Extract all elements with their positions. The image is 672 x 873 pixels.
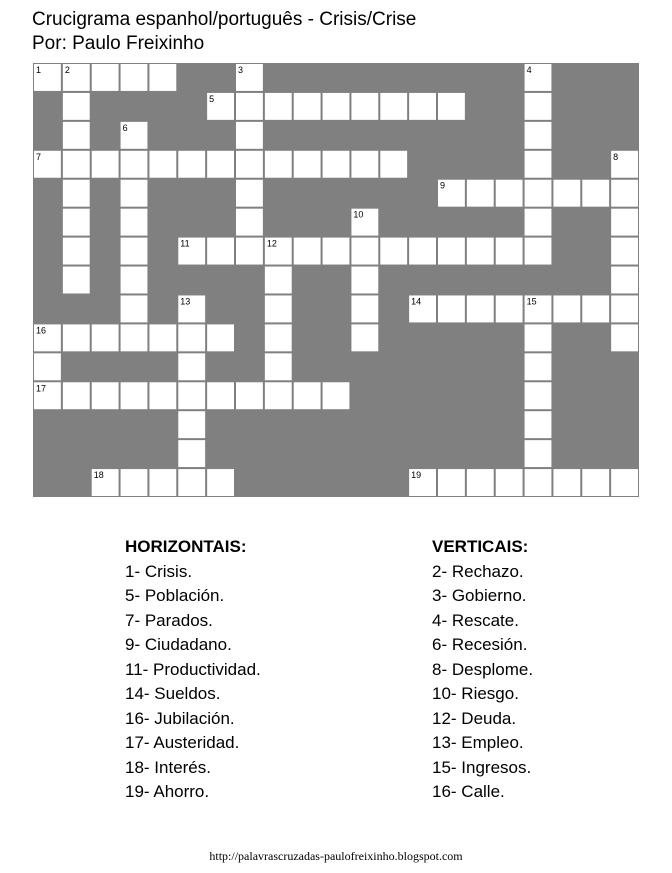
- grid-cell[interactable]: [611, 179, 639, 207]
- grid-cell[interactable]: [524, 411, 552, 439]
- grid-cell[interactable]: [322, 237, 350, 265]
- grid-cell[interactable]: [236, 237, 264, 265]
- grid-cell[interactable]: [264, 92, 292, 120]
- grid-cell[interactable]: [524, 208, 552, 236]
- grid-cell[interactable]: [524, 382, 552, 410]
- grid-cell[interactable]: [236, 382, 264, 410]
- vertical-clue: 13- Empleo.: [432, 733, 524, 752]
- horizontal-clue: 1- Crisis.: [125, 561, 193, 581]
- grid-cell[interactable]: [438, 237, 466, 265]
- clue-number: 15: [526, 296, 537, 307]
- grid-cell[interactable]: [351, 266, 379, 294]
- clue-number: 8: [613, 151, 619, 162]
- clue-number: 7: [36, 151, 42, 162]
- grid-cell[interactable]: [264, 150, 292, 178]
- grid-cell[interactable]: [207, 382, 235, 410]
- grid-cell[interactable]: [149, 150, 177, 178]
- horizontal-clue: 18- Interés.: [125, 757, 211, 777]
- horizontal-clues: [125, 535, 261, 805]
- grid-cell[interactable]: [466, 295, 494, 323]
- grid-cell[interactable]: [495, 179, 523, 207]
- grid-cell[interactable]: [582, 469, 610, 497]
- clue-number: 18: [93, 470, 104, 481]
- grid-cell[interactable]: [582, 179, 610, 207]
- grid-cell[interactable]: [495, 237, 523, 265]
- grid-cell[interactable]: [466, 469, 494, 497]
- grid-cell[interactable]: [409, 92, 437, 120]
- grid-cell[interactable]: [495, 469, 523, 497]
- grid-cell[interactable]: [611, 266, 639, 294]
- horizontal-clue: 5- Población.: [125, 586, 225, 605]
- vertical-clues-title: VERTICAIS:: [432, 537, 529, 556]
- grid-cell[interactable]: [120, 295, 148, 323]
- grid-cell[interactable]: [466, 237, 494, 265]
- grid-cell[interactable]: [553, 179, 581, 207]
- grid-cell[interactable]: [524, 92, 552, 120]
- grid-cell[interactable]: [524, 150, 552, 178]
- grid-cell[interactable]: [149, 324, 177, 352]
- grid-cell[interactable]: [236, 121, 264, 149]
- grid-cell[interactable]: [524, 237, 552, 265]
- grid-cell[interactable]: [120, 324, 148, 352]
- clue-number: 13: [180, 296, 191, 307]
- grid-cell[interactable]: [178, 150, 206, 178]
- grid-cell[interactable]: [62, 150, 90, 178]
- clue-number: 16: [36, 325, 47, 336]
- grid-cell[interactable]: [91, 64, 119, 92]
- grid-cell[interactable]: [149, 64, 177, 92]
- grid-cell[interactable]: [62, 237, 90, 265]
- grid-cell[interactable]: [611, 469, 639, 497]
- grid-cell[interactable]: [178, 382, 206, 410]
- grid-cell[interactable]: [149, 469, 177, 497]
- grid-cell[interactable]: [207, 469, 235, 497]
- grid-cell[interactable]: [380, 92, 408, 120]
- grid-cell[interactable]: [207, 324, 235, 352]
- grid-cell[interactable]: [120, 266, 148, 294]
- clue-number: 4: [526, 65, 532, 75]
- vertical-clue: 8- Desplome.: [432, 659, 534, 679]
- grid-cell[interactable]: [293, 150, 321, 178]
- grid-cell[interactable]: [149, 382, 177, 410]
- vertical-clue: 3- Gobierno.: [432, 586, 527, 605]
- grid-cell[interactable]: [236, 150, 264, 178]
- grid-cell[interactable]: [178, 411, 206, 439]
- grid-cell[interactable]: [553, 469, 581, 497]
- horizontal-clues-title: HORIZONTAIS:: [125, 537, 247, 556]
- grid-cell[interactable]: [438, 295, 466, 323]
- horizontal-clue: 7- Parados.: [125, 610, 213, 630]
- clue-number: 19: [411, 470, 422, 481]
- grid-cell[interactable]: [351, 92, 379, 120]
- vertical-clue: 2- Rechazo.: [432, 561, 524, 581]
- grid-cell[interactable]: [62, 121, 90, 149]
- vertical-clue: 4- Rescate.: [432, 610, 519, 630]
- grid-cell[interactable]: [120, 208, 148, 236]
- grid-cell[interactable]: [380, 150, 408, 178]
- grid-cell[interactable]: [178, 324, 206, 352]
- horizontal-clue: 17- Austeridad.: [125, 733, 240, 752]
- horizontal-clue: 14- Sueldos.: [125, 684, 221, 703]
- grid-cell[interactable]: [438, 469, 466, 497]
- grid-cell[interactable]: [120, 179, 148, 207]
- grid-cell[interactable]: [293, 382, 321, 410]
- grid-cell[interactable]: [120, 64, 148, 92]
- grid-cell[interactable]: [264, 295, 292, 323]
- grid-cell[interactable]: [264, 382, 292, 410]
- grid-cell[interactable]: [611, 208, 639, 236]
- grid-cell[interactable]: [524, 324, 552, 352]
- grid-cell[interactable]: [62, 179, 90, 207]
- horizontal-clue: 9- Ciudadano.: [125, 635, 232, 654]
- grid-cell[interactable]: [438, 92, 466, 120]
- grid-cell[interactable]: [178, 469, 206, 497]
- grid-cell[interactable]: [120, 237, 148, 265]
- vertical-clue: 6- Recesión.: [432, 635, 528, 654]
- grid-cell[interactable]: [264, 266, 292, 294]
- grid-cell[interactable]: [91, 382, 119, 410]
- grid-cell[interactable]: [120, 382, 148, 410]
- grid-cell[interactable]: [466, 179, 494, 207]
- grid-cell[interactable]: [351, 150, 379, 178]
- crossword-grid: [33, 63, 639, 497]
- grid-cell[interactable]: [322, 92, 350, 120]
- grid-cell[interactable]: [178, 353, 206, 381]
- clue-number: 2: [64, 65, 70, 75]
- grid-cell[interactable]: [207, 150, 235, 178]
- grid-cell[interactable]: [524, 121, 552, 149]
- grid-cell[interactable]: [524, 179, 552, 207]
- grid-cell[interactable]: [351, 295, 379, 323]
- grid-cell[interactable]: [62, 324, 90, 352]
- clue-number: 9: [440, 180, 446, 191]
- grid-cell[interactable]: [351, 324, 379, 352]
- vertical-clue: 10- Riesgo.: [432, 684, 519, 703]
- grid-cell[interactable]: [34, 353, 62, 381]
- vertical-clue: 16- Calle.: [432, 782, 505, 801]
- grid-cell[interactable]: [120, 469, 148, 497]
- clue-number: 12: [266, 238, 277, 249]
- grid-cell[interactable]: [409, 237, 437, 265]
- grid-cell[interactable]: [62, 382, 90, 410]
- clue-number: 11: [180, 238, 190, 249]
- vertical-clue: 12- Deuda.: [432, 708, 517, 728]
- horizontal-clue: 16- Jubilación.: [125, 708, 235, 728]
- grid-cell[interactable]: [62, 92, 90, 120]
- grid-cell[interactable]: [91, 150, 119, 178]
- grid-cell[interactable]: [293, 237, 321, 265]
- grid-cell[interactable]: [62, 208, 90, 236]
- clue-number: 6: [122, 122, 128, 133]
- horizontal-clue: 11- Productividad.: [125, 659, 261, 679]
- grid-cell[interactable]: [611, 324, 639, 352]
- grid-cell[interactable]: [91, 324, 119, 352]
- grid-cell[interactable]: [236, 208, 264, 236]
- grid-cell[interactable]: [524, 440, 552, 468]
- clue-number: 3: [238, 65, 244, 75]
- grid-cell[interactable]: [582, 295, 610, 323]
- footer-url[interactable]: http://palavrascruzadas-paulofreixinho.blogspot.com: [209, 849, 463, 863]
- grid-cell[interactable]: [611, 295, 639, 323]
- grid-cell[interactable]: [62, 266, 90, 294]
- grid-cell[interactable]: [351, 237, 379, 265]
- clue-number: 5: [209, 93, 215, 104]
- grid-cell[interactable]: [264, 353, 292, 381]
- clue-number: 14: [411, 296, 422, 307]
- grid-cell[interactable]: [322, 382, 350, 410]
- grid-cell[interactable]: [380, 237, 408, 265]
- horizontal-clue: 19- Ahorro.: [125, 782, 210, 801]
- grid-cell[interactable]: [293, 92, 321, 120]
- grid-cell[interactable]: [524, 353, 552, 381]
- clue-number: 1: [36, 65, 42, 75]
- grid-cell[interactable]: [524, 469, 552, 497]
- clue-number: 17: [36, 383, 47, 394]
- grid-cell[interactable]: [178, 440, 206, 468]
- grid-cell[interactable]: [120, 150, 148, 178]
- grid-cell[interactable]: [236, 92, 264, 120]
- grid-cell[interactable]: [611, 237, 639, 265]
- header: [32, 8, 416, 56]
- author-line: Por: Paulo Freixinho: [32, 33, 205, 54]
- grid-cell[interactable]: [236, 179, 264, 207]
- vertical-clue: 15- Ingresos.: [432, 757, 532, 777]
- grid-cell[interactable]: [495, 295, 523, 323]
- grid-cell[interactable]: [207, 237, 235, 265]
- vertical-clues: [432, 535, 533, 805]
- clue-number: 10: [353, 209, 364, 220]
- page-title: Crucigrama espanhol/português - Crisis/Crise: [32, 9, 417, 30]
- grid-cell[interactable]: [553, 295, 581, 323]
- grid-cell[interactable]: [264, 324, 292, 352]
- grid-cell[interactable]: [322, 150, 350, 178]
